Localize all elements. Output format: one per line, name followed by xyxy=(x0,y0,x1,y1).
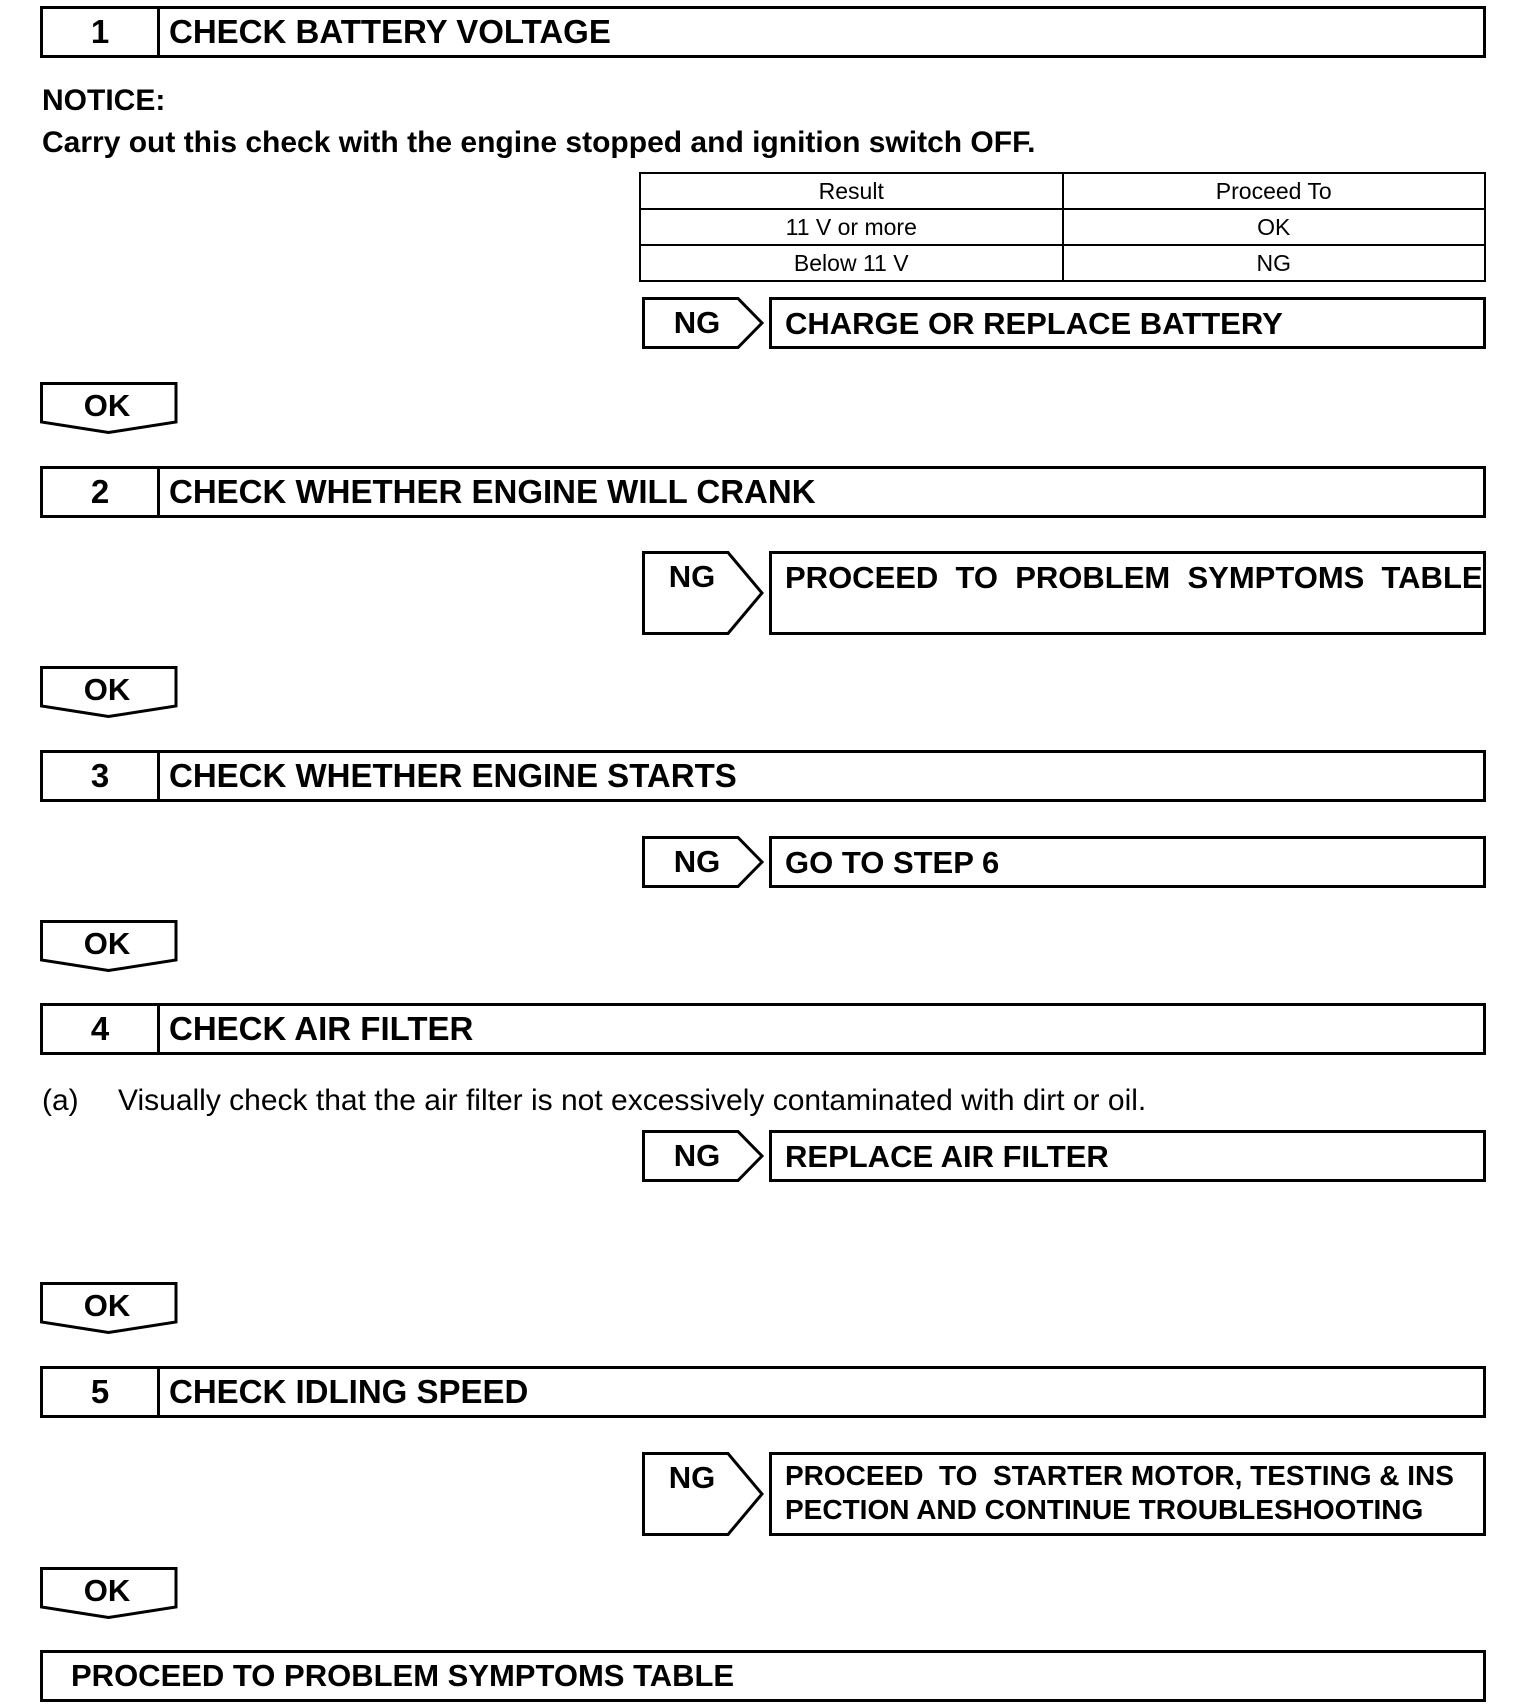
table-row xyxy=(640,209,1485,245)
result-table xyxy=(639,172,1486,282)
ng-label: NG xyxy=(673,305,721,340)
ng-label: NG xyxy=(668,1460,716,1495)
step-4-header xyxy=(40,1003,1486,1055)
final-action-label: PROCEED TO PROBLEM SYMPTOMS TABLE xyxy=(71,1658,735,1693)
ng-arrow xyxy=(642,836,766,888)
ok-arrow xyxy=(40,920,178,972)
ok-arrow xyxy=(40,1567,178,1619)
step-title: CHECK BATTERY VOLTAGE xyxy=(169,13,611,50)
table-cell: Below 11 V xyxy=(640,245,1063,281)
ok-arrow xyxy=(40,666,178,718)
ok-label: OK xyxy=(83,926,131,961)
action-replace-air-filter: REPLACE AIR FILTER xyxy=(769,1130,1486,1182)
ng-label: NG xyxy=(668,559,716,594)
step-number: 5 xyxy=(43,1369,160,1415)
table-row xyxy=(640,245,1485,281)
step-title: CHECK AIR FILTER xyxy=(169,1010,474,1047)
ok-arrow xyxy=(40,382,178,434)
table-cell: NG xyxy=(1063,245,1486,281)
table-cell: OK xyxy=(1063,209,1486,245)
step-5-header xyxy=(40,1366,1486,1418)
action-go-to-step-6: GO TO STEP 6 xyxy=(769,836,1486,888)
ok-arrow xyxy=(40,1282,178,1334)
table-header-cell: Result xyxy=(640,173,1063,209)
ng-label: NG xyxy=(673,844,721,879)
action-proceed-problem-symptoms: PROCEED TO PROBLEM SYMPTOMS TABLE xyxy=(769,551,1486,635)
ok-label: OK xyxy=(83,1573,131,1608)
step-number: 2 xyxy=(43,469,160,515)
action-proceed-starter-motor xyxy=(769,1452,1486,1536)
ok-label: OK xyxy=(83,388,131,423)
instruction-marker: (a) xyxy=(42,1084,79,1117)
instruction-text: Visually check that the air filter is not excessively contaminated with dirt or oil. xyxy=(118,1084,1147,1117)
table-header-row xyxy=(640,173,1485,209)
notice-text: Carry out this check with the engine stopped and ignition switch OFF. xyxy=(42,126,1036,159)
ng-arrow xyxy=(642,1130,766,1182)
step-number: 3 xyxy=(43,753,160,799)
table-header-cell: Proceed To xyxy=(1063,173,1486,209)
ok-label: OK xyxy=(83,672,131,707)
ok-label: OK xyxy=(83,1288,131,1323)
step-3-header xyxy=(40,750,1486,802)
action-line: PROCEED TO STARTER MOTOR, TESTING & INS xyxy=(785,1460,1454,1491)
final-action-box xyxy=(40,1650,1486,1702)
step-1-header xyxy=(40,6,1486,58)
notice-heading: NOTICE: xyxy=(42,84,166,117)
table-cell: 11 V or more xyxy=(640,209,1063,245)
ng-arrow xyxy=(642,1452,766,1536)
ng-label: NG xyxy=(673,1138,721,1173)
step-number: 1 xyxy=(43,9,160,55)
action-charge-replace-battery: CHARGE OR REPLACE BATTERY xyxy=(769,297,1486,349)
ng-arrow xyxy=(642,297,766,349)
action-line: PECTION AND CONTINUE TROUBLESHOOTING xyxy=(785,1494,1424,1525)
ng-arrow xyxy=(642,551,766,635)
step-title: CHECK IDLING SPEED xyxy=(169,1373,529,1410)
step-title: CHECK WHETHER ENGINE WILL CRANK xyxy=(169,473,816,510)
step-title: CHECK WHETHER ENGINE STARTS xyxy=(169,757,737,794)
step-number: 4 xyxy=(43,1006,160,1052)
step-2-header xyxy=(40,466,1486,518)
